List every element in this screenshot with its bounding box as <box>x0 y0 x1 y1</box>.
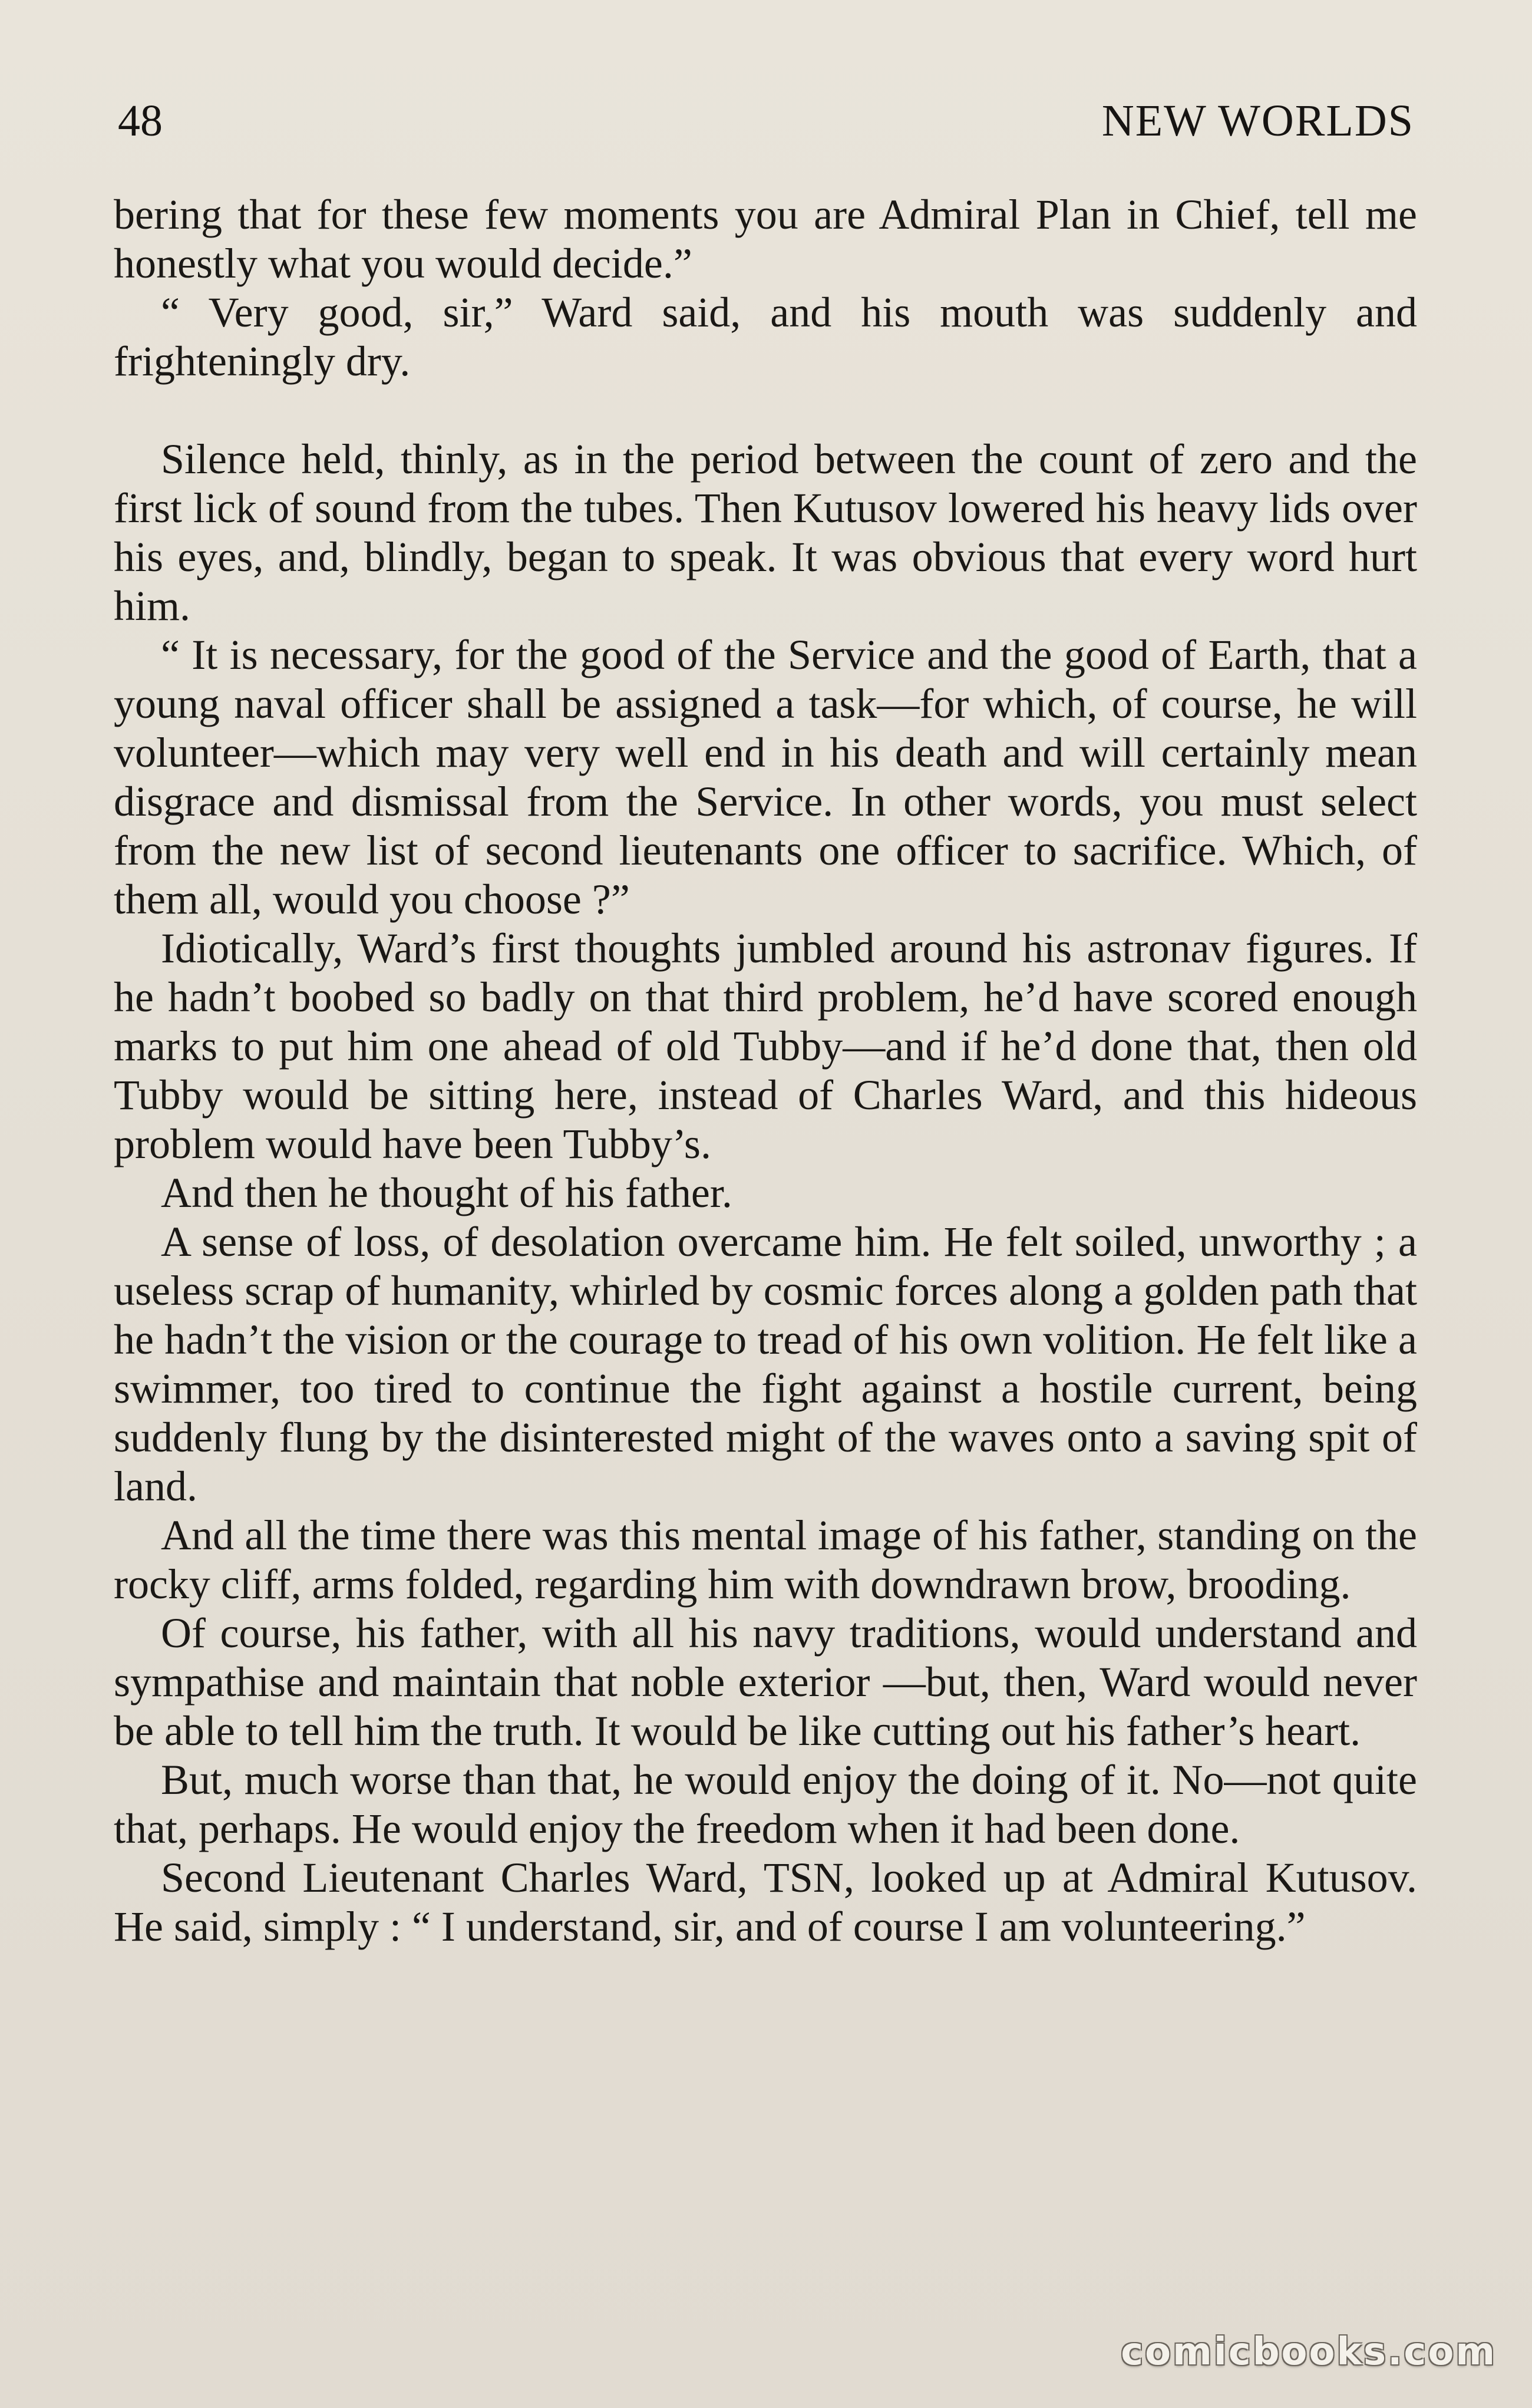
story-text <box>114 190 1417 1951</box>
paragraph: “ Very good, sir,” Ward said, and his mouth was suddenly and frighteningly dry. <box>114 289 1417 385</box>
source-watermark: comicbooks.com <box>1121 2330 1497 2374</box>
paragraph: And then he thought of his father. <box>161 1169 732 1216</box>
page-header <box>118 88 1414 153</box>
paragraph: But, much worse than that, he would enjoy the doing of it. No—not quite that, perhaps. He would enjoy the freedom when it had been done. <box>114 1756 1417 1852</box>
paragraph: Second Lieutenant Charles Ward, TSN, looked up at Admiral Kutusov. He said, simply : “ I understand, sir, and of course I am volunteering.” <box>114 1854 1417 1950</box>
paragraph: And all the time there was this mental image of his father, standing on the rocky cliff, arms folded, regarding him with downdrawn brow, brooding. <box>114 1512 1417 1608</box>
running-title: NEW WORLDS <box>1101 96 1414 146</box>
paragraph: Of course, his father, with all his navy traditions, would understand and sympathise and maintain that noble exterior —but, then, Ward would never be able to tell him the truth. It would be like cutting out his father’s heart. <box>114 1609 1417 1754</box>
page-number: 48 <box>118 96 163 146</box>
paragraph: A sense of loss, of desolation overcame him. He felt soiled, unworthy ; a useless scrap of humanity, whirled by cosmic forces along a golden path that he hadn’t the vision or the courage to tread of his own volition. He felt like a swimmer, too tired to continue the fight against a hostile current, being suddenly flung by the disinterested might of the waves onto a saving spit of land. <box>114 1218 1417 1510</box>
paragraph-continued: bering that for these few moments you are Admiral Plan in Chief, tell me honestly what you would decide.” <box>114 191 1417 287</box>
paragraph: “ It is necessary, for the good of the Service and the good of Earth, that a young naval officer shall be assigned a task—for which, of course, he will volunteer—which may very well end in his death and will certainly mean disgrace and dismissal from the Service. In other words, you must select from the new list of second lieutenants one officer to sacrifice. Which, of them all, would you choose ?” <box>114 631 1417 923</box>
paragraph: Idiotically, Ward’s first thoughts jumbled around his astronav figures. If he hadn’t boobed so badly on that third problem, he’d have scored enough marks to put him one ahead of old Tubby—and if he’d done that, then old Tubby would be sitting here, instead of Charles Ward, and this hideous problem would have been Tubby’s. <box>114 925 1417 1167</box>
paragraph: Silence held, thinly, as in the period between the count of zero and the first lick of sound from the tubes. Then Kutusov lowered his heavy lids over his eyes, and, blindly, began to speak. It was obvious that every word hurt him. <box>114 436 1417 629</box>
